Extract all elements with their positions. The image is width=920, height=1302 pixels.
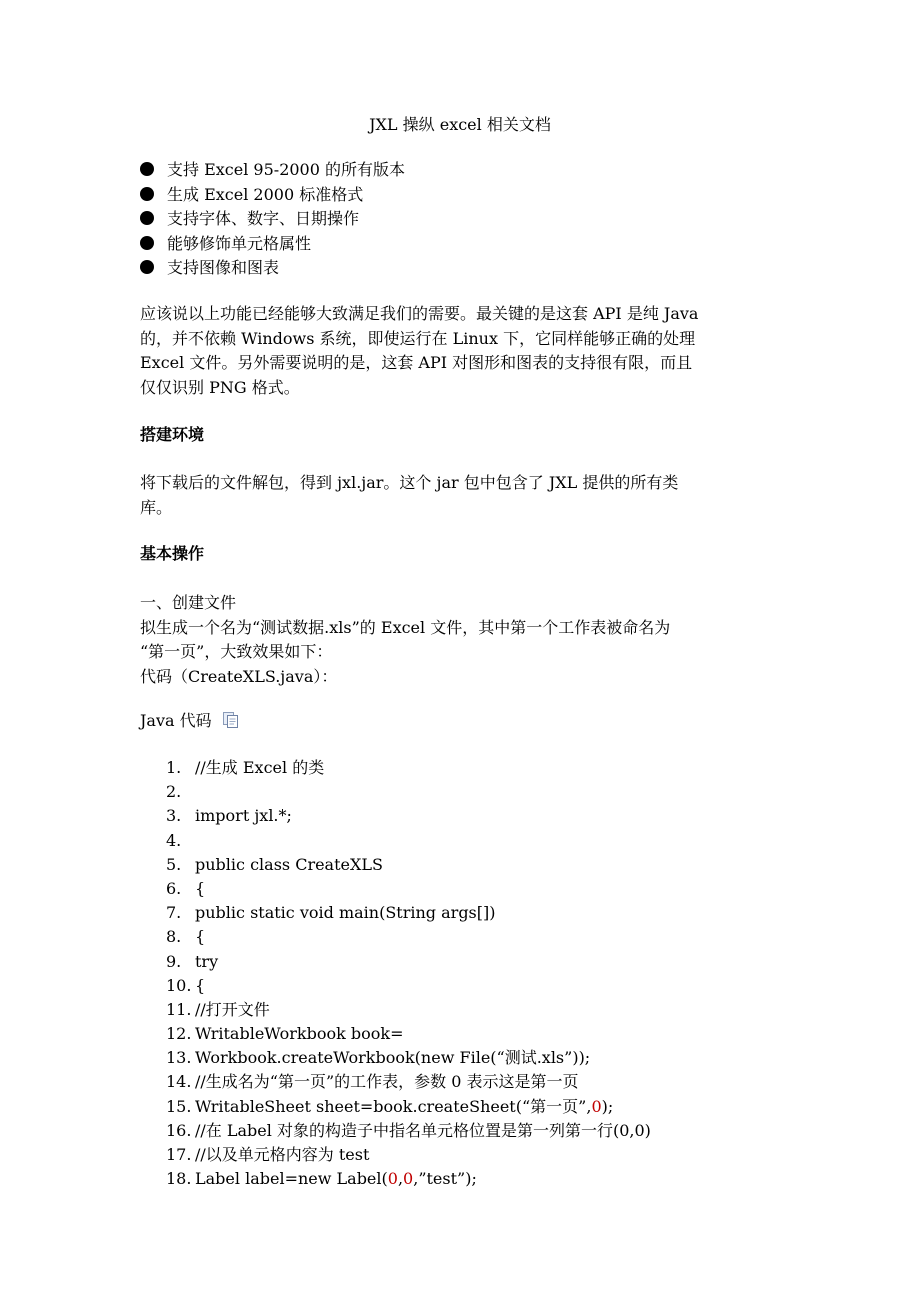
bullet-icon xyxy=(140,187,154,201)
code-line: 10. { xyxy=(166,975,206,995)
basic-ops-heading: 基本操作 xyxy=(140,544,205,563)
bullet-icon xyxy=(140,162,154,176)
code-line: 18. Label label=new Label(0,0,”test”); xyxy=(166,1169,477,1189)
code-line: 12. WritableWorkbook book= xyxy=(166,1024,404,1044)
code-line: 9. try xyxy=(166,951,219,971)
code-line: 6. { xyxy=(166,878,206,898)
setup-paragraph: 将下载后的文件解包，得到 jxl.jar。这个 jar 包中包含了 JXL 提供的所有类 库。 xyxy=(140,473,679,517)
list-item: 支持字体、数字、日期操作 xyxy=(140,207,405,232)
code-line: 4. xyxy=(166,830,182,850)
code-line: 16. //在 Label 对象的构造子中指名单元格位置是第一列第一行(0,0) xyxy=(166,1120,651,1140)
code-line: 8. { xyxy=(166,927,206,947)
list-item: 生成 Excel 2000 标准格式 xyxy=(140,183,405,208)
code-line: 17. //以及单元格内容为 test xyxy=(166,1145,370,1164)
document-title: JXL 操纵 excel 相关文档 xyxy=(369,115,551,134)
list-item: 支持图像和图表 xyxy=(140,256,405,281)
bullet-icon xyxy=(140,211,154,225)
code-line: 7. public static void main(String args[]) xyxy=(166,903,496,923)
copy-code-icon[interactable] xyxy=(222,711,239,728)
create-file-paragraph: 一、创建文件 拟生成一个名为“测试数据.xls”的 Excel 文件，其中第一个工作表被命名为 “第一页”，大致效果如下： 代码（CreateXLS.java）： xyxy=(140,593,671,686)
code-line: 2. xyxy=(166,782,182,802)
code-line: 5. public class CreateXLS xyxy=(166,854,383,874)
list-item: 支持 Excel 95-2000 的所有版本 xyxy=(140,158,405,183)
code-line: 14. //生成名为“第一页”的工作表，参数 0 表示这是第一页 xyxy=(166,1072,579,1092)
bullet-icon xyxy=(140,236,154,250)
code-line: 1. //生成 Excel 的类 xyxy=(166,758,325,777)
code-block xyxy=(166,756,651,1191)
code-line: 13. Workbook.createWorkbook(new File(“测试.xls”)); xyxy=(166,1048,591,1068)
code-line: 3. import jxl.*; xyxy=(166,806,292,826)
feature-list xyxy=(140,158,405,281)
setup-heading: 搭建环境 xyxy=(140,425,205,444)
intro-paragraph: 应该说以上功能已经能够大致满足我们的需要。最关键的是这套 API 是纯 Java 的，并不依赖 Windows 系统，即使运行在 Linux 下，它同样能够正确的处理 Excel 文件。另外需要说明的是，这套 API 对图形和图表的支持很有限，而且 仅仅识别 PNG 格式。 xyxy=(140,304,699,397)
bullet-icon xyxy=(140,260,154,274)
code-line: 11. //打开文件 xyxy=(166,999,270,1019)
java-code-label: Java 代码 xyxy=(140,709,239,733)
code-line: 15. WritableSheet sheet=book.createSheet(“第一页”,0); xyxy=(166,1096,614,1116)
list-item: 能够修饰单元格属性 xyxy=(140,232,405,257)
